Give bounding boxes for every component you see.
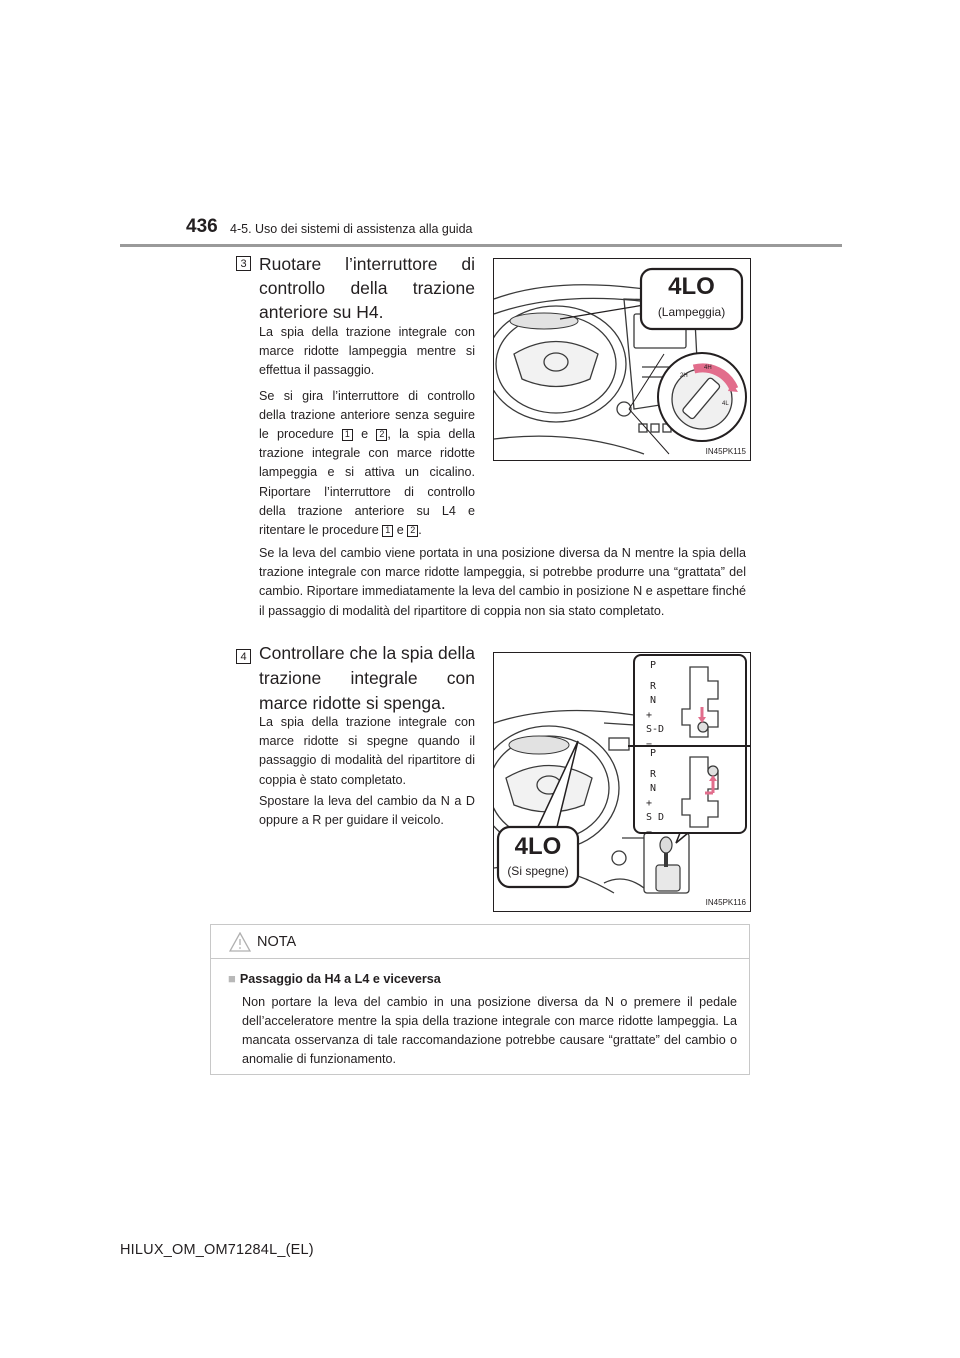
step-3-body [259, 323, 475, 546]
svg-text:2H: 2H [680, 373, 688, 379]
gate-labels-top: P R N + S-D − [646, 660, 665, 750]
warning-triangle-icon [229, 932, 251, 952]
step-ref-2: 2 [407, 525, 418, 537]
svg-text:4L: 4L [722, 401, 729, 407]
svg-text:4H: 4H [704, 365, 712, 371]
callout-4lo-blink: 4LO [668, 273, 715, 300]
header-rule [120, 244, 842, 247]
step-3-badge: 3 [236, 256, 251, 271]
page-number: 436 [186, 216, 218, 237]
document-code: HILUX_OM_OM71284L_(EL) [120, 1242, 314, 1258]
callout-lampeggia: (Lampeggia) [657, 305, 726, 319]
note-heading: NOTA [257, 933, 297, 950]
note-item-text: Non portare la leva del cambio in una posizione diversa da N o premere il pedale dell’acceleratore mentre la spia della trazione integrale con marce ridotte lampeggia. La mancata osservanza di tale raccomandazione potrebbe causare “grattate” del cambio o anomalie di funzionamento. [242, 995, 737, 1066]
step-ref-1: 1 [342, 429, 353, 441]
figure-4wd-switch [493, 258, 751, 461]
step-ref-1: 1 [382, 525, 393, 537]
step-4-para-2: Spostare la leva del cambio da N a D oppure a R per guidare il veicolo. [259, 793, 475, 828]
note-item [228, 969, 737, 1069]
step-3-para-2: Se si gira l’interruttore di controllo della trazione anteriore senza seguire le procedure 1 e 2 , la spia della trazione integrale con marce ridotte lampeggia e si attiva un cicalino. Riportare l’interruttore di controllo della trazione anteriore su L4 e ritentare le procedure 1 e 2 . [259, 388, 476, 538]
step-3-para-1: La spia della trazione integrale con marce ridotte lampeggia mentre si effettua il passaggio. [259, 325, 475, 378]
bullet-square-icon: ■ [228, 971, 236, 986]
step-3-wide-para: Se la leva del cambio viene portata in una posizione diversa da N mentre la spia della trazione integrale con marce ridotte lampeggia, si potrebbe produrre una “grattata” del cambio. Riportare immediatamente la leva del cambio in posizione N e aspettare finché il passaggio di modalità del ripartitore di coppia non sia stato completato. [259, 546, 746, 618]
section-title: 4-5. Uso dei sistemi di assistenza alla guida [230, 222, 473, 236]
note-box [210, 924, 750, 1075]
gate-labels-bottom: P R N + S D − [646, 748, 665, 838]
callout-si-spegne: (Si spegne) [507, 864, 569, 878]
step-4-body [259, 713, 475, 836]
note-item-title: Passaggio da H4 a L4 e viceversa [239, 972, 441, 986]
note-header [211, 925, 749, 959]
step-4-badge: 4 [236, 649, 251, 664]
step-4-para-1: La spia della trazione integrale con marce ridotte si spegne quando il passaggio di modalità del ripartitore di coppia è stato completato. [259, 715, 475, 787]
callout-4lo-off: 4LO [514, 833, 562, 860]
step-ref-2: 2 [376, 429, 387, 441]
step-4-title: Controllare che la spia della trazione integrale con marce ridotte si spenga. [259, 643, 475, 713]
step-3-title: Ruotare l’interruttore di controllo della trazione anteriore su H4. [259, 254, 475, 322]
figure-code: IN45PK115 [705, 447, 746, 456]
figure-code: IN45PK116 [705, 898, 746, 907]
figure-shift-lever [493, 652, 751, 912]
